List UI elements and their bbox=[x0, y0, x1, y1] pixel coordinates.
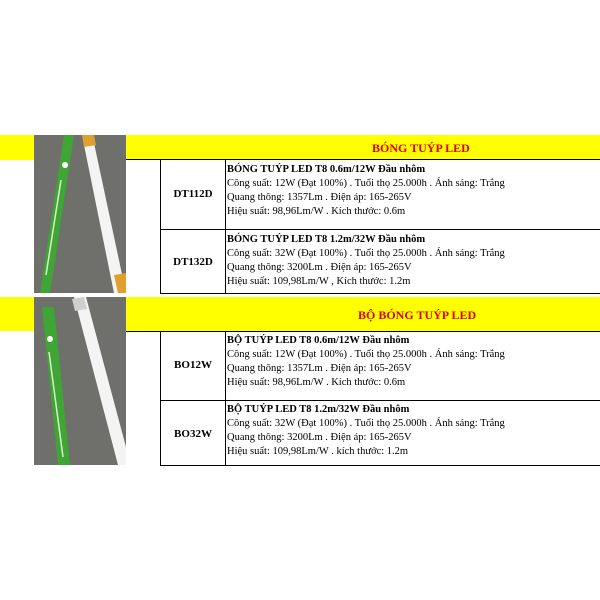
spec-line: Công suất: 12W (Đạt 100%) . Tuổi thọ 25.000h . Ánh sáng: Trắng bbox=[227, 178, 505, 189]
spec-line: Quang thông: 1357Lm . Điện áp: 165-265V bbox=[227, 363, 412, 374]
product-description bbox=[227, 403, 597, 459]
product-code: BO12W bbox=[174, 359, 212, 371]
table-line bbox=[160, 465, 600, 466]
product-name: BÓNG TUÝP LED T8 0.6m/12W Đầu nhôm bbox=[227, 164, 426, 175]
product-name: BÓNG TUÝP LED T8 1.2m/32W Đầu nhôm bbox=[227, 234, 426, 245]
table-line bbox=[160, 400, 600, 401]
table-line bbox=[160, 293, 600, 294]
spec-line: Hiệu suất: 109,98Lm/W . kích thước: 1.2m bbox=[227, 446, 409, 457]
table-line bbox=[160, 229, 600, 230]
table-line bbox=[225, 331, 226, 465]
spec-line: Hiệu suất: 98,96Lm/W . Kích thước: 0.6m bbox=[227, 206, 406, 217]
led-fixture-photo bbox=[34, 297, 126, 465]
spec-line: Quang thông: 3200Lm . Điện áp: 165-265V bbox=[227, 262, 412, 273]
table-line bbox=[160, 331, 161, 465]
led-tube-photo bbox=[34, 135, 126, 293]
spec-line: Công suất: 32W (Đạt 100%) . Tuổi thọ 25.000h . Ánh sáng: Trắng bbox=[227, 248, 505, 259]
product-code: DT112D bbox=[173, 188, 213, 200]
product-name: BỘ TUÝP LED T8 1.2m/32W Đầu nhôm bbox=[227, 404, 410, 415]
product-description bbox=[227, 233, 597, 289]
product-name: BỘ TUÝP LED T8 0.6m/12W Đầu nhôm bbox=[227, 335, 410, 346]
table-line bbox=[160, 159, 161, 293]
spec-line: Quang thông: 1357Lm . Điện áp: 165-265V bbox=[227, 192, 412, 203]
spec-line: Quang thông: 3200Lm . Điện áp: 165-265V bbox=[227, 432, 412, 443]
section1-title: BÓNG TUÝP LED bbox=[372, 141, 470, 155]
table-line bbox=[126, 159, 600, 160]
product-code: BO32W bbox=[174, 428, 212, 440]
section2-title: BỘ BÓNG TUÝP LED bbox=[358, 308, 477, 322]
spec-line: Công suất: 32W (Đạt 100%) . Tuổi thọ 25.000h . Ánh sáng: Trắng bbox=[227, 418, 505, 429]
product-description bbox=[227, 334, 597, 390]
table-line bbox=[126, 331, 600, 332]
product-description bbox=[227, 163, 597, 219]
table-line bbox=[225, 159, 226, 293]
spec-line: Hiệu suất: 109,98Lm/W , Kích thước: 1.2m bbox=[227, 276, 411, 287]
spec-line: Hiệu suất: 98,96Lm/W . Kích thước: 0.6m bbox=[227, 377, 406, 388]
spec-line: Công suất: 12W (Đạt 100%) . Tuổi thọ 25.000h . Ánh sáng: Trắng bbox=[227, 349, 505, 360]
product-code: DT132D bbox=[173, 256, 213, 268]
